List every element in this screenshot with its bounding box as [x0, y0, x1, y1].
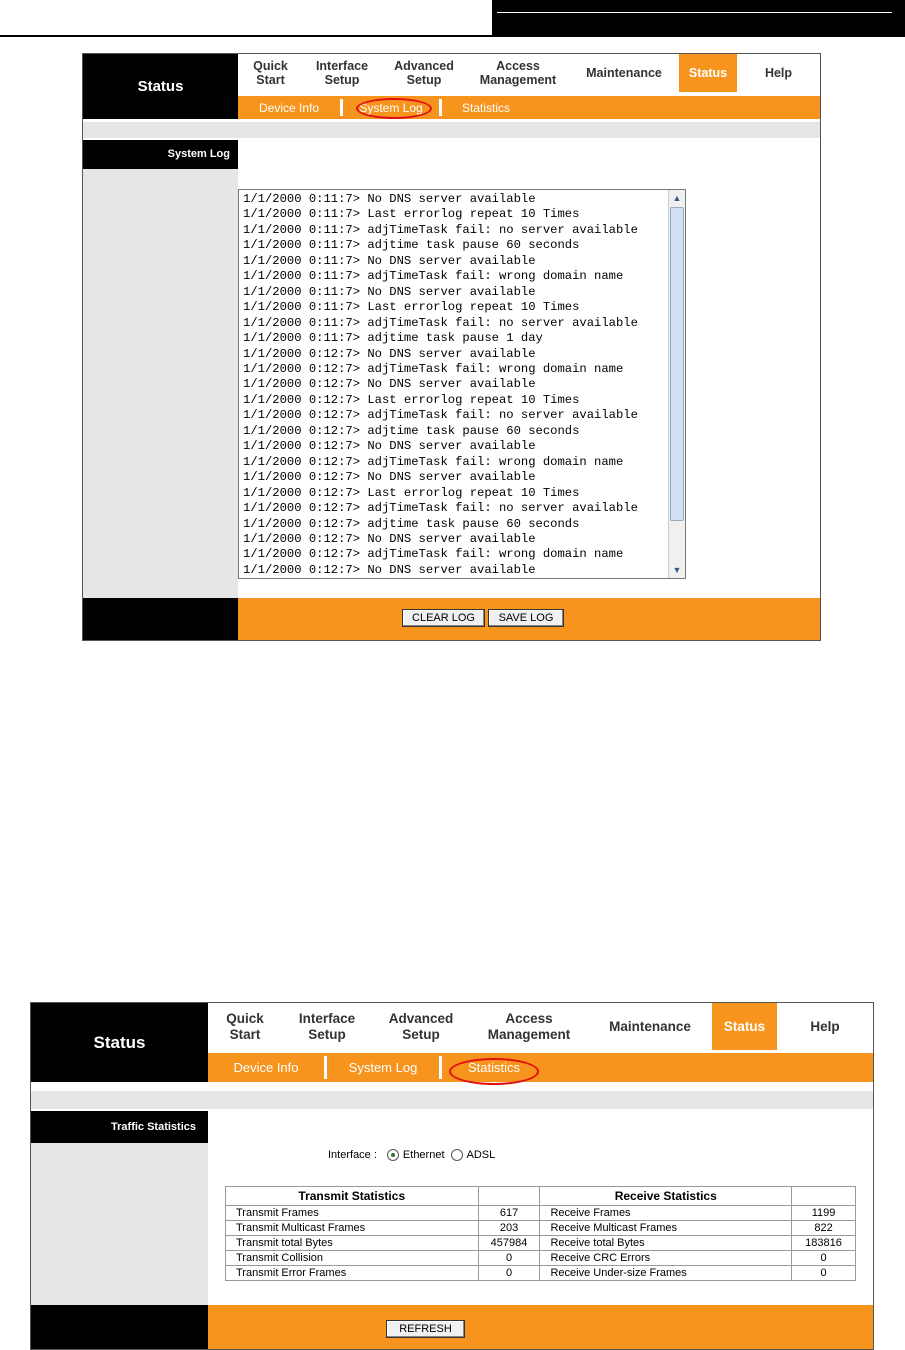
receive-label: Receive total Bytes	[540, 1236, 792, 1251]
log-scrollbar[interactable]	[668, 190, 685, 578]
radio-selected-dot	[391, 1153, 395, 1157]
transmit-label: Transmit Multicast Frames	[226, 1221, 479, 1236]
log-line: 1/1/2000 0:12:7> adjTimeTask fail: wrong domain name	[243, 361, 624, 376]
left-grey-column	[31, 1143, 208, 1305]
nav-help[interactable]: Help	[810, 1018, 840, 1034]
receive-header: Receive Statistics	[540, 1187, 792, 1206]
save-log-button[interactable]: SAVE LOG	[488, 609, 564, 627]
log-line: 1/1/2000 0:12:7> No DNS server available	[243, 470, 536, 485]
nav-quick-start[interactable]: Quick Start	[253, 58, 288, 87]
log-line: 1/1/2000 0:12:7> adjTimeTask fail: no server available	[243, 501, 638, 516]
subnav-system-log[interactable]: System Log	[359, 100, 423, 115]
main-nav	[208, 1003, 873, 1050]
log-line: 1/1/2000 0:12:7> No DNS server available	[243, 346, 536, 361]
log-line: 1/1/2000 0:11:7> No DNS server available	[243, 284, 536, 299]
header-rule	[497, 12, 892, 13]
interface-label: Interface :	[328, 1149, 377, 1161]
receive-value: 1199	[792, 1206, 856, 1221]
log-line: 1/1/2000 0:11:7> Last errorlog repeat 10 Times	[243, 300, 580, 315]
log-line: 1/1/2000 0:12:7> adjTimeTask fail: no server available	[243, 408, 638, 423]
nav-maintenance[interactable]: Maintenance	[609, 1018, 691, 1034]
transmit-value: 0	[478, 1251, 540, 1266]
scroll-up-icon[interactable]: ▲	[672, 193, 682, 203]
radio-adsl[interactable]	[451, 1149, 463, 1161]
log-line: 1/1/2000 0:11:7> adjtime task pause 1 day	[243, 331, 543, 346]
log-line: 1/1/2000 0:11:7> adjTimeTask fail: wrong domain name	[243, 269, 624, 284]
statistics-screenshot	[30, 1002, 874, 1350]
table-row	[226, 1251, 856, 1266]
log-line: 1/1/2000 0:12:7> Last errorlog repeat 10 Times	[243, 485, 580, 500]
nav-help[interactable]: Help	[764, 65, 793, 80]
transmit-value: 617	[478, 1206, 540, 1221]
nav-status[interactable]: Status	[679, 54, 737, 92]
clear-log-button[interactable]: CLEAR LOG	[402, 609, 485, 627]
transmit-label: Transmit total Bytes	[226, 1236, 479, 1251]
subnav-statistics[interactable]: Statistics	[467, 1060, 520, 1075]
sub-nav	[238, 96, 820, 119]
interface-selector	[328, 1149, 495, 1161]
grey-divider-bar	[31, 1091, 873, 1109]
main-nav	[238, 54, 820, 92]
header-spacer	[478, 1187, 540, 1206]
highlight-circle	[356, 98, 432, 119]
system-log-screenshot	[82, 53, 821, 641]
log-line: 1/1/2000 0:11:7> No DNS server available	[243, 192, 536, 206]
log-line: 1/1/2000 0:12:7> adjTimeTask fail: wrong domain name	[243, 454, 624, 469]
log-lines	[243, 192, 638, 578]
radio-ethernet[interactable]	[387, 1149, 399, 1161]
scroll-down-icon[interactable]: ▼	[672, 565, 682, 575]
nav-access-management[interactable]: Access Management	[479, 58, 557, 87]
log-line: 1/1/2000 0:12:7> No DNS server available	[243, 562, 536, 577]
log-line: 1/1/2000 0:12:7> Last errorlog repeat 10 Times	[243, 392, 580, 407]
receive-label: Receive Frames	[540, 1206, 792, 1221]
nav-interface-setup[interactable]: Interface Setup	[298, 1010, 356, 1042]
footer-bar	[208, 1305, 873, 1349]
footer-left-block	[31, 1305, 208, 1349]
system-log-textarea[interactable]	[238, 189, 686, 579]
header-black-block	[492, 0, 905, 37]
table-row	[226, 1206, 856, 1221]
highlight-circle	[449, 1058, 539, 1085]
nav-quick-start[interactable]: Quick Start	[226, 1010, 264, 1042]
log-line: 1/1/2000 0:11:7> Last errorlog repeat 10 Times	[243, 207, 580, 222]
table-header-row	[226, 1187, 856, 1206]
subnav-device-info[interactable]: Device Info	[258, 100, 320, 115]
receive-value: 0	[792, 1266, 856, 1281]
log-line: 1/1/2000 0:11:7> adjTimeTask fail: no server available	[243, 222, 638, 237]
receive-label: Receive Multicast Frames	[540, 1221, 792, 1236]
section-label-traffic-statistics: Traffic Statistics	[31, 1111, 208, 1143]
scroll-thumb[interactable]	[670, 207, 684, 521]
nav-status[interactable]: Status	[712, 1003, 777, 1050]
page-title: Status	[93, 1032, 146, 1052]
radio-adsl-label: ADSL	[466, 1149, 496, 1161]
receive-label: Receive Under-size Frames	[540, 1266, 792, 1281]
log-line: 1/1/2000 0:12:7> adjTimeTask fail: wrong domain name	[243, 547, 624, 562]
table-row	[226, 1236, 856, 1251]
header-spacer	[792, 1187, 856, 1206]
receive-value: 822	[792, 1221, 856, 1236]
table-body	[226, 1206, 856, 1281]
transmit-header: Transmit Statistics	[226, 1187, 479, 1206]
page-title: Status	[137, 78, 184, 95]
header-underline	[0, 35, 905, 37]
transmit-label: Transmit Error Frames	[226, 1266, 479, 1281]
subnav-device-info[interactable]: Device Info	[233, 1060, 299, 1075]
radio-ethernet-label: Ethernet	[402, 1149, 445, 1161]
log-line: 1/1/2000 0:12:7> No DNS server available	[243, 377, 536, 392]
transmit-value: 203	[478, 1221, 540, 1236]
log-line: 1/1/2000 0:11:7> adjtime task pause 60 seconds	[243, 238, 580, 253]
nav-interface-setup[interactable]: Interface Setup	[315, 58, 369, 87]
table-row	[226, 1266, 856, 1281]
section-label-system-log: System Log	[83, 140, 238, 169]
nav-advanced-setup[interactable]: Advanced Setup	[388, 1010, 454, 1042]
sub-nav	[208, 1053, 873, 1082]
table-row	[226, 1221, 856, 1236]
document-header-bar	[0, 0, 905, 40]
traffic-statistics-table	[225, 1186, 856, 1281]
nav-access-management[interactable]: Access Management	[487, 1010, 571, 1042]
receive-label: Receive CRC Errors	[540, 1251, 792, 1266]
log-line: 1/1/2000 0:11:7> No DNS server available	[243, 253, 536, 268]
log-line: 1/1/2000 0:12:7> No DNS server available	[243, 531, 536, 546]
transmit-value: 457984	[478, 1236, 540, 1251]
log-line: 1/1/2000 0:12:7> No DNS server available	[243, 439, 536, 454]
log-line: 1/1/2000 0:12:7> adjtime task pause 60 seconds	[243, 423, 580, 438]
transmit-value: 0	[478, 1266, 540, 1281]
transmit-label: Transmit Collision	[226, 1251, 479, 1266]
log-line: 1/1/2000 0:11:7> adjTimeTask fail: no server available	[243, 315, 638, 330]
receive-value: 0	[792, 1251, 856, 1266]
transmit-label: Transmit Frames	[226, 1206, 479, 1221]
subnav-system-log[interactable]: System Log	[348, 1060, 418, 1075]
subnav-statistics[interactable]: Statistics	[461, 100, 510, 115]
footer-left-block	[83, 598, 238, 640]
log-line: 1/1/2000 0:12:7> adjtime task pause 60 seconds	[243, 516, 580, 531]
left-grey-column	[83, 169, 238, 598]
nav-maintenance[interactable]: Maintenance	[586, 65, 662, 80]
receive-value: 183816	[792, 1236, 856, 1251]
nav-advanced-setup[interactable]: Advanced Setup	[394, 58, 454, 87]
refresh-button[interactable]: REFRESH	[386, 1320, 465, 1338]
grey-divider-bar	[83, 122, 820, 138]
